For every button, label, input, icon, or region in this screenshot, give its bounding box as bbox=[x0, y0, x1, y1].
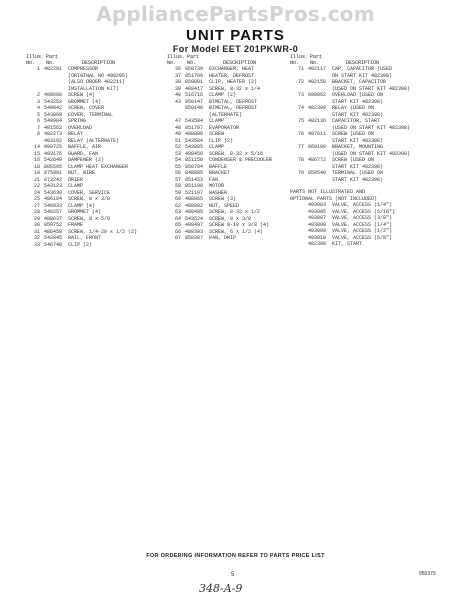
illus-number: 74 bbox=[297, 105, 304, 111]
description-header: DESCRIPTION bbox=[82, 60, 116, 66]
illus-number: 14 bbox=[33, 144, 40, 150]
illus-number: 31 bbox=[33, 228, 40, 235]
part-number: 549984 bbox=[44, 118, 63, 124]
part-number: 482399 bbox=[308, 105, 327, 111]
illus-number: 2 bbox=[36, 92, 40, 98]
part-description: GUARD, FAN bbox=[68, 150, 99, 157]
part-description: NUT, SPEED bbox=[209, 202, 240, 209]
part-number: 543630 bbox=[44, 189, 63, 196]
part-number: 488865 bbox=[185, 196, 204, 202]
table-row bbox=[167, 235, 297, 242]
part-number: 486194 bbox=[44, 196, 63, 202]
part-number: 482291 bbox=[44, 66, 63, 72]
part-number: 493008 bbox=[308, 221, 327, 228]
part-number: 851150 bbox=[185, 157, 204, 163]
description-header: DESCRIPTION bbox=[346, 60, 380, 66]
part-number: 851453 bbox=[185, 176, 204, 183]
part-number: 481562 bbox=[44, 124, 63, 131]
part-description: VALVE, ACCESS (5/8") bbox=[332, 234, 393, 241]
illus-number: 64 bbox=[174, 215, 181, 222]
part-number: 543123 bbox=[44, 183, 63, 189]
part-description: SCREW bbox=[209, 131, 225, 137]
ordering-footer: FOR ORDERING INFORMATION REFER TO PARTS PRICE LIST bbox=[146, 553, 325, 559]
illus-number: 53 bbox=[174, 150, 181, 157]
illus-number: 48 bbox=[174, 124, 181, 131]
part-description: VALVE, ACCESS (3/8") bbox=[332, 215, 393, 221]
part-number: 850147 bbox=[185, 98, 204, 105]
part-description: SCREW, 6 x 1/2 (4) bbox=[209, 228, 264, 235]
illus-number: 57 bbox=[174, 176, 181, 183]
illus-number: 21 bbox=[33, 176, 40, 183]
part-number: 486458 bbox=[44, 228, 63, 235]
part-description: (USED ON START KIT 482398) bbox=[332, 150, 411, 157]
part-description: START KIT 482398) bbox=[332, 137, 384, 144]
illus-number: 19 bbox=[33, 170, 40, 176]
part-description: FAN bbox=[209, 176, 219, 183]
note-line: OPTIONAL PARTS (NOT INCLUDED) bbox=[290, 195, 378, 202]
part-number: 493007 bbox=[308, 215, 327, 221]
illus-number: 28 bbox=[33, 209, 40, 215]
illus-number: 76 bbox=[297, 131, 304, 137]
illus-number: 38 bbox=[174, 79, 181, 85]
illus-number bbox=[290, 177, 308, 184]
table-row bbox=[26, 242, 162, 249]
part-number: 850881 bbox=[185, 79, 204, 85]
part-number: 488497 bbox=[185, 222, 204, 228]
part-number: 542649 bbox=[44, 157, 63, 163]
illus-number bbox=[290, 241, 308, 248]
column-header bbox=[26, 54, 162, 66]
not-illustrated-note bbox=[290, 189, 448, 202]
handwritten-note: 348-A-9 bbox=[199, 582, 243, 595]
illus-no-header: No. bbox=[167, 60, 177, 66]
part-description: SCREW, 8-32 x 1/2 bbox=[209, 209, 261, 215]
part-description: CLAMP (4) bbox=[68, 202, 96, 209]
part-description: CLIP (2) bbox=[68, 241, 93, 248]
illus-number: 60 bbox=[174, 196, 181, 202]
part-description: COVER, TERMINAL bbox=[68, 111, 114, 118]
illus-number: 49 bbox=[174, 131, 181, 137]
illus-number: 39 bbox=[174, 85, 181, 92]
illus-number: 33 bbox=[33, 241, 40, 248]
illus-number: 54 bbox=[174, 157, 181, 163]
part-description: COMPRESSOR bbox=[68, 66, 99, 72]
part-description: GROMMET (4) bbox=[68, 209, 102, 215]
part-description: BRACKET bbox=[209, 170, 231, 176]
illus-number: 75 bbox=[297, 118, 304, 124]
part-description: SCREW 8-18 x 3/8 (4) bbox=[209, 222, 270, 228]
part-description: (USED ON START KIT 482398) bbox=[332, 124, 411, 131]
column-header bbox=[167, 54, 297, 66]
part-number: 488600 bbox=[44, 92, 63, 98]
part-number: 851707 bbox=[185, 124, 204, 131]
part-description: COVER, SERVICE bbox=[68, 189, 111, 196]
illus-number: 63 bbox=[174, 209, 181, 215]
part-header: Part bbox=[187, 54, 200, 60]
illus-number: 62 bbox=[174, 202, 181, 209]
part-number: 850540 bbox=[308, 170, 327, 176]
part-description: START KIT 482398) bbox=[332, 163, 384, 170]
part-description: CONDENSER & PRECOOLER bbox=[209, 157, 273, 163]
part-description: CAP, CAPACITOR (USED bbox=[332, 66, 393, 72]
part-description: BIMETAL, DEFROST bbox=[209, 105, 258, 111]
illus-number: 56 bbox=[174, 170, 181, 176]
optional-parts-list bbox=[290, 202, 448, 248]
part-description: SCREW, 1/4-20 x 1/2 (2) bbox=[68, 228, 138, 235]
illus-number: 47 bbox=[174, 118, 181, 124]
part-description: (ORIGINAL NO 490295) bbox=[68, 72, 129, 79]
part-number: 886595 bbox=[44, 163, 63, 170]
part-description: SCREW, 8 x 5/8 bbox=[68, 215, 111, 222]
part-number: 851709 bbox=[185, 72, 204, 79]
part-description: SCREW, COVER bbox=[68, 105, 105, 111]
part-description: EVAPORATOR bbox=[209, 124, 240, 131]
illus-number: 52 bbox=[174, 144, 181, 150]
part-number: 543868 bbox=[44, 111, 63, 118]
illus-number: 43 bbox=[174, 98, 181, 105]
part-description: GROMMET (4) bbox=[68, 98, 102, 105]
illus-number: 4 bbox=[36, 105, 40, 111]
part-number: 990725 bbox=[44, 144, 63, 150]
illus-header: Illus. bbox=[290, 54, 309, 60]
part-description: NUT, WIRE bbox=[68, 170, 96, 176]
part-description: SCREW (4) bbox=[68, 92, 96, 98]
part-description: CLAMP HEAT EXCHANGER bbox=[68, 163, 129, 170]
illus-number: 58 bbox=[174, 183, 181, 189]
part-description: SCREW, 8 x 3/8 bbox=[68, 196, 111, 202]
parts-list bbox=[167, 66, 297, 242]
illus-number: 77 bbox=[297, 144, 304, 150]
illus-number: 65 bbox=[174, 222, 181, 228]
part-number: 488417 bbox=[185, 85, 204, 92]
part-description: MOTOR bbox=[209, 183, 225, 189]
illus-number: 72 bbox=[297, 79, 304, 85]
part-description: HEATER, DEFROST bbox=[209, 72, 255, 79]
illus-number: 16 bbox=[33, 157, 40, 163]
part-description: EXCHANGER, HEAT bbox=[209, 66, 255, 72]
part-description: START KIT 482398) bbox=[332, 176, 384, 183]
illus-number: 27 bbox=[33, 202, 40, 209]
illus-number: 7 bbox=[36, 124, 40, 131]
part-description: BIMETAL, DEFROST bbox=[209, 98, 258, 105]
part-number: 482398 bbox=[308, 241, 327, 247]
illus-number: 24 bbox=[33, 189, 40, 196]
illus-number: 51 bbox=[174, 137, 181, 144]
part-number: 543524 bbox=[185, 215, 204, 222]
part-description: TERMINAL (USED ON bbox=[332, 170, 384, 176]
part-description: CAPACITOR, START bbox=[332, 118, 381, 124]
column-header bbox=[290, 54, 448, 66]
part-description: RELAY (ALTERNATE) bbox=[68, 137, 120, 144]
part-number: 488485 bbox=[185, 209, 204, 215]
illus-number: 25 bbox=[33, 196, 40, 202]
part-number: 493175 bbox=[44, 150, 63, 157]
part-description: DRIER bbox=[68, 176, 84, 183]
table-row bbox=[290, 177, 448, 184]
part-number: 488393 bbox=[185, 228, 204, 235]
part-number bbox=[308, 177, 332, 184]
part-description: ON START KIT 482398) bbox=[332, 72, 393, 79]
part-number: 543584 bbox=[185, 137, 204, 144]
page-number: 5 bbox=[231, 572, 235, 578]
part-number: 848885 bbox=[185, 170, 204, 176]
part-number: 543584 bbox=[185, 118, 204, 124]
part-number: 488456 bbox=[185, 150, 204, 157]
illus-number: 8 bbox=[36, 131, 40, 137]
part-number: 488637 bbox=[44, 215, 63, 222]
part-number: 546748 bbox=[44, 241, 63, 248]
description-header: DESCRIPTION bbox=[223, 60, 257, 66]
part-description: OVERLOAD (USED ON bbox=[332, 92, 384, 98]
illus-header: Illus. bbox=[26, 54, 45, 60]
part-description: CLAMP bbox=[209, 118, 225, 124]
part-header: Part bbox=[310, 54, 323, 60]
part-description: FRAME bbox=[68, 222, 84, 228]
part-description: SCREW (USED ON bbox=[332, 131, 375, 137]
part-description: CLAMP bbox=[68, 183, 84, 189]
part-number: 486772 bbox=[308, 157, 327, 163]
part-description: BRACKET, MOUNTING bbox=[332, 144, 384, 150]
part-description: PAN, DRIP bbox=[209, 235, 237, 241]
part-number: 869100 bbox=[308, 144, 327, 150]
illus-number: 66 bbox=[174, 228, 181, 235]
part-number: 488880 bbox=[185, 131, 204, 137]
part-description: VALVE, ACCESS (5/16") bbox=[332, 208, 396, 215]
illus-number: 29 bbox=[33, 215, 40, 222]
part-description: SCREW (3) bbox=[209, 196, 237, 202]
part-number: 542845 bbox=[44, 235, 63, 241]
part-number: 850387 bbox=[185, 235, 204, 241]
part-description: START KIT 482398) bbox=[332, 111, 384, 118]
parts-column-1 bbox=[26, 54, 162, 248]
part-number: 482136 bbox=[308, 118, 327, 124]
part-description: VALVE, ACCESS (1/4") bbox=[332, 221, 393, 228]
part-description: CLAMP bbox=[209, 144, 225, 150]
part-description: SCREW, 8-32 x 1/4 bbox=[209, 85, 261, 92]
part-description: RAIL, FRONT bbox=[68, 235, 102, 241]
part-no-header: No. bbox=[310, 60, 320, 66]
part-description: CLIP, HEATER (2) bbox=[209, 79, 258, 85]
part-description: OVERLOAD bbox=[68, 124, 93, 131]
part-number: 493009 bbox=[308, 228, 327, 234]
illus-number: 30 bbox=[33, 222, 40, 228]
part-number: 690862 bbox=[308, 92, 327, 98]
part-description: BRACKET, CAPACITOR bbox=[332, 79, 387, 85]
part-number: 487611 bbox=[308, 131, 327, 137]
illus-number: 71 bbox=[297, 66, 304, 72]
illus-number: 6 bbox=[36, 118, 40, 124]
part-description: RELAY (USED ON bbox=[332, 105, 375, 111]
part-description: SCREW (USED ON bbox=[332, 157, 375, 163]
part-description: (USED ON START KIT 482398) bbox=[332, 85, 411, 92]
part-number: 543253 bbox=[44, 98, 63, 105]
part-number: 975991 bbox=[44, 170, 63, 176]
part-number: 850752 bbox=[44, 222, 63, 228]
part-description: (ALSO ORDER 482211) bbox=[68, 79, 126, 85]
part-number: 521107 bbox=[185, 189, 204, 196]
part-number: 493010 bbox=[308, 234, 327, 241]
watermark-text: AppliancePartsPros.com bbox=[96, 2, 375, 26]
illus-number: 15 bbox=[33, 150, 40, 157]
parts-column-2 bbox=[167, 54, 297, 242]
part-number: 483102 bbox=[44, 137, 63, 144]
illus-number: 22 bbox=[33, 183, 40, 189]
part-number: 482273 bbox=[44, 131, 63, 137]
part-number: 850739 bbox=[185, 66, 204, 72]
illus-number: 67 bbox=[174, 235, 181, 241]
model-subtitle: For Model EET 201PKWR-0 bbox=[172, 44, 299, 54]
part-description: RELAY bbox=[68, 131, 84, 137]
illus-number: 3 bbox=[36, 98, 40, 105]
part-description: SCREW, 8-32 x 5/16 bbox=[209, 150, 264, 157]
illus-number: 78 bbox=[297, 157, 304, 163]
part-no-header: No. bbox=[46, 60, 56, 66]
part-number: 851100 bbox=[185, 183, 204, 189]
illus-number: 36 bbox=[174, 66, 181, 72]
part-description: SCREW, 8 x 3/8 bbox=[209, 215, 252, 222]
part-description: VALVE, ACCESS (1/4") bbox=[332, 202, 393, 208]
illus-header: Illus. bbox=[167, 54, 186, 60]
parts-list bbox=[290, 66, 448, 183]
part-number: 493005 bbox=[308, 208, 327, 215]
illus-number: 59 bbox=[174, 189, 181, 196]
illus-number: 1 bbox=[36, 66, 40, 72]
illus-number: 55 bbox=[174, 163, 181, 170]
illus-number: 18 bbox=[33, 163, 40, 170]
illus-number: 79 bbox=[297, 170, 304, 176]
parts-column-3 bbox=[290, 54, 448, 248]
illus-number: 5 bbox=[36, 111, 40, 118]
part-number: 850148 bbox=[185, 105, 204, 111]
part-number: 873242 bbox=[44, 176, 63, 183]
part-number: 850704 bbox=[185, 163, 204, 170]
part-number: 493003 bbox=[308, 202, 327, 208]
page-title: UNIT PARTS bbox=[186, 27, 285, 44]
part-description: DAMPENER (2) bbox=[68, 157, 105, 163]
part-description: KIT, START bbox=[332, 241, 363, 247]
illus-number: 73 bbox=[297, 92, 304, 98]
part-number: 488992 bbox=[185, 202, 204, 209]
part-number: 549842 bbox=[44, 105, 63, 111]
part-description: BAFFLE, AIR bbox=[68, 144, 102, 150]
illus-number: 40 bbox=[174, 92, 181, 98]
illus-no-header: No. bbox=[290, 60, 300, 66]
illus-no-header: No. bbox=[26, 60, 36, 66]
part-number: 543885 bbox=[185, 144, 204, 150]
illus-number: 32 bbox=[33, 235, 40, 241]
part-description: (ALTERNATE) bbox=[209, 111, 243, 118]
parts-list bbox=[26, 66, 162, 248]
part-description: START KIT 482398) bbox=[332, 98, 384, 105]
part-no-header: No. bbox=[187, 60, 197, 66]
part-description: CLIP (2) bbox=[209, 137, 234, 144]
part-description: CLAMP (2) bbox=[209, 92, 237, 98]
part-number: 546033 bbox=[44, 202, 63, 209]
document-code: 950379 bbox=[419, 571, 436, 577]
part-description: BAFFLE bbox=[209, 163, 228, 170]
part-description: WASHER bbox=[209, 189, 228, 196]
part-description: VALVE, ACCESS (1/2") bbox=[332, 228, 393, 234]
illus-number: 37 bbox=[174, 72, 181, 79]
part-number: 482117 bbox=[308, 66, 327, 72]
table-row bbox=[290, 241, 448, 248]
part-number: 548257 bbox=[44, 209, 63, 215]
part-description: INSTALLATION KIT) bbox=[68, 85, 120, 92]
part-header: Part bbox=[46, 54, 59, 60]
part-number: 516716 bbox=[185, 92, 204, 98]
part-description: SPRING bbox=[68, 118, 87, 124]
note-line: PARTS NOT ILLUSTRATED AND bbox=[290, 189, 366, 195]
part-number: 482158 bbox=[308, 79, 327, 85]
